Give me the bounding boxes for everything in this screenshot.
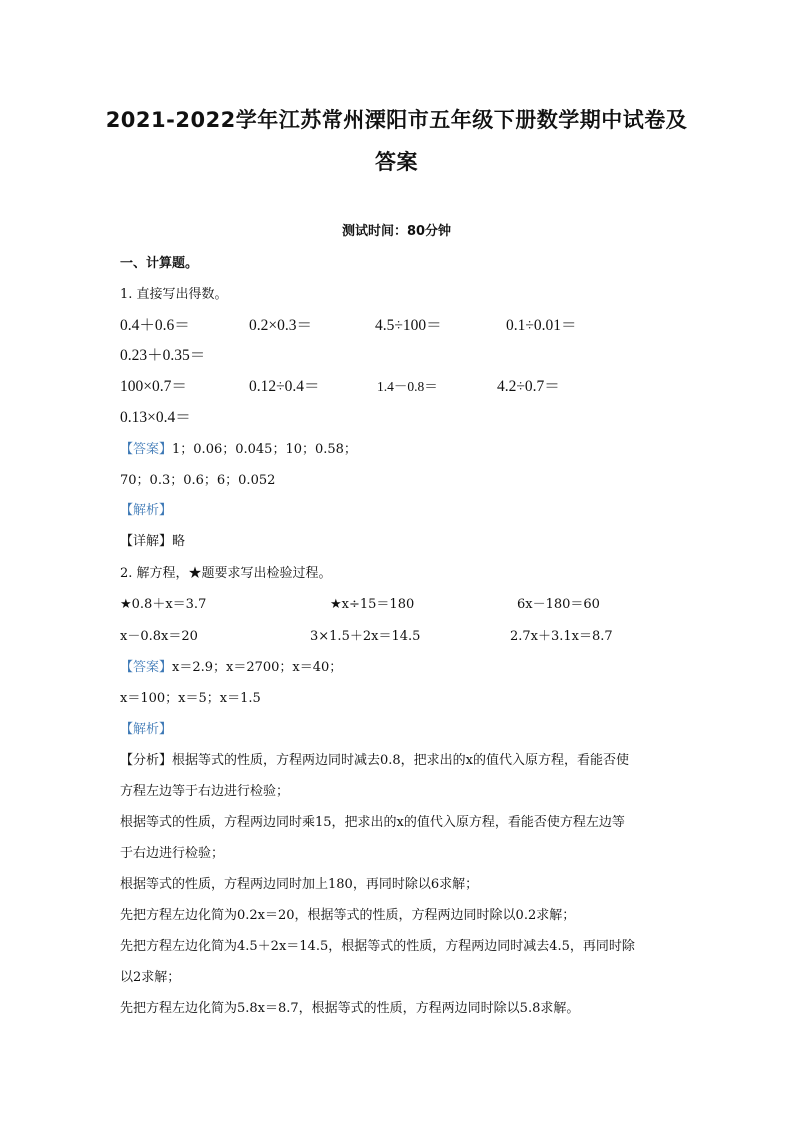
detail-tag: 【详解】 [120,534,173,549]
analysis-line: 于右边进行检验； [120,846,225,861]
answer-tag: 【答案】 [120,442,173,457]
answer-text: 1；0.06；0.045；10；0.58； [172,442,357,457]
calc-item: 0.4＋0.6＝ [120,317,190,334]
detail-text: 略 [172,534,186,549]
analysis-tag: 【解析】 [120,503,173,518]
calc-item: 100×0.7＝ [120,378,187,395]
detail-block [120,530,185,549]
question-2-prompt: 2. 解方程，★题要求写出检验过程。 [120,566,332,581]
equation-item: 6x－180＝60 [517,597,600,612]
answer-text-line2: x＝100；x＝5；x＝1.5 [120,691,261,706]
calc-item: 0.12÷0.4＝ [249,378,320,395]
analysis-line: 方程左边等于右边进行检验； [120,784,290,799]
analysis-line: 先把方程左边化简为0.2x＝20，根据等式的性质，方程两边同时除以0.2求解； [120,908,576,923]
document-title-line1: 2021-2022学年江苏常州溧阳市五年级下册数学期中试卷及 [105,108,688,132]
equation-item: ★x÷15＝180 [330,597,415,612]
calc-item: 1.4－0.8＝ [377,379,438,394]
analysis-line: 根据等式的性质，方程两边同时乘15，把求出的x的值代入原方程，看能否使方程左边等 [120,815,625,830]
document-title-line2: 答案 [375,150,418,174]
analysis-line: 根据等式的性质，方程两边同时加上180，再同时除以6求解； [120,877,479,892]
equation-item: 3×1.5＋2x＝14.5 [310,629,421,644]
equation-item: ★0.8＋x＝3.7 [120,597,207,612]
calc-item: 4.2÷0.7＝ [497,378,560,395]
analysis-line: 先把方程左边化简为5.8x＝8.7，根据等式的性质，方程两边同时除以5.8求解。 [120,1001,580,1016]
answer-text: x＝2.9；x＝2700；x＝40； [172,660,343,675]
answer-text-line2: 70；0.3；0.6；6；0.052 [120,473,276,488]
equation-item: 2.7x＋3.1x＝8.7 [510,629,613,644]
question-1-prompt: 1. 直接写出得数。 [120,287,228,302]
calc-item: 0.2×0.3＝ [249,317,312,334]
answer-tag: 【答案】 [120,660,173,675]
section-heading: 一、计算题。 [120,256,199,271]
calc-item: 0.13×0.4＝ [120,409,191,426]
analysis-tag: 【解析】 [120,722,173,737]
answer-block-1 [120,438,357,457]
analysis-line: 【分析】根据等式的性质，方程两边同时减去0.8，把求出的x的值代入原方程，看能否使 [120,753,630,768]
calc-item: 4.5÷100＝ [375,317,442,334]
answer-block-2 [120,656,342,675]
equation-item: x－0.8x＝20 [120,629,198,644]
analysis-line: 先把方程左边化简为4.5＋2x＝14.5，根据等式的性质，方程两边同时减去4.5，再同时除 [120,939,635,954]
test-time: 测试时间：80分钟 [341,224,452,239]
analysis-line: 以2求解； [120,970,181,985]
calc-item: 0.23＋0.35＝ [120,347,206,364]
calc-item: 0.1÷0.01＝ [506,317,577,334]
